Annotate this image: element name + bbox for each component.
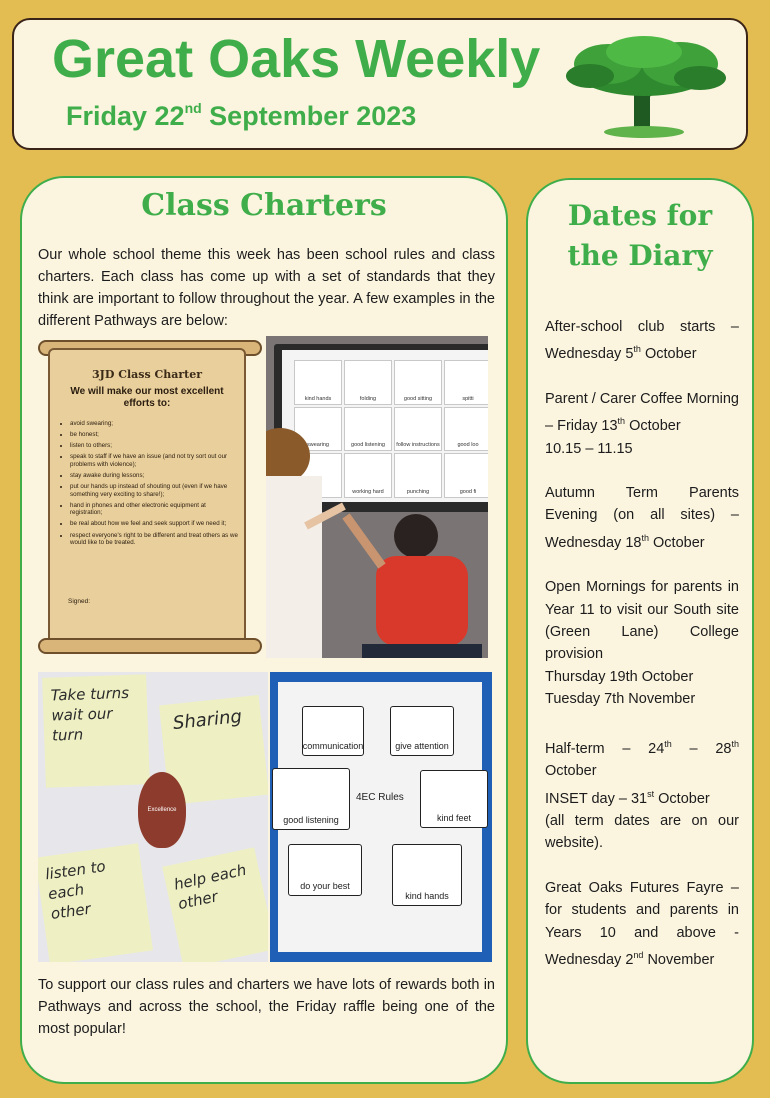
entry-ordinal: th <box>731 738 739 749</box>
newsletter-header <box>12 18 748 150</box>
symbol-card: kind hands <box>294 360 342 405</box>
entry-ordinal: th <box>664 738 672 749</box>
entry-text: October <box>648 534 705 551</box>
diary-entry <box>545 733 739 855</box>
charter-item: • be honest; <box>70 431 238 439</box>
entry-text: Great Oaks Futures Fayre – for students and parents in Years 10 and above - Wednesday 2 <box>545 879 739 968</box>
entry-ordinal: th <box>641 532 649 543</box>
entry-date: Thursday 19th October <box>545 668 694 685</box>
entry-date: Tuesday 7th November <box>545 691 696 708</box>
diary-entry <box>545 576 739 710</box>
diary-entry <box>545 388 739 460</box>
acorn-icon <box>138 772 186 848</box>
sticky-note: Take turns wait our turn <box>42 674 150 788</box>
date-prefix: Friday 22 <box>66 101 185 131</box>
symbol-card: folding <box>344 360 392 405</box>
interactive-screen-photo <box>266 336 488 658</box>
charter-scroll-photo <box>38 336 262 658</box>
entry-ordinal: th <box>617 416 626 427</box>
rule-card: good listening <box>272 768 350 830</box>
newsletter-date <box>66 100 416 132</box>
sticky-note: help each other <box>162 847 268 962</box>
symbol-card: good sitting <box>394 360 442 405</box>
diary-entry <box>545 877 739 972</box>
symbol-card: working hard <box>344 453 392 498</box>
charter-title: 3JD Class Charter <box>91 368 203 381</box>
entry-ordinal: th <box>633 344 641 355</box>
dates-diary-heading: Dates for the Diary <box>567 199 713 272</box>
sticky-note: Sharing <box>159 695 268 805</box>
entry-text: Open Mornings for parents in Year 11 to visit our South site (Green Lane) College provision <box>545 579 739 663</box>
charter-item: • listen to others; <box>70 442 238 450</box>
entry-text: October <box>625 418 681 435</box>
entry-text: After-school club starts – Wednesday 5 <box>545 319 739 363</box>
symbol-card: follow instructions <box>394 407 442 452</box>
entry-text: – 28 <box>671 740 732 757</box>
entry-text: October <box>654 790 710 807</box>
dates-diary-panel <box>526 178 754 1084</box>
newsletter-title: Great Oaks Weekly <box>52 29 541 89</box>
class-charters-heading: Class Charters <box>141 188 387 223</box>
rule-card: do your best <box>288 844 362 896</box>
class-charters-panel <box>20 176 508 1084</box>
symbol-card: good listening <box>344 407 392 452</box>
charter-item: • avoid swearing; <box>70 420 238 428</box>
charter-item: • respect everyone's right to be different and treat others as we would like to be treated. <box>70 532 238 547</box>
acorn-text: Excellence <box>147 807 177 813</box>
charter-item: • hand in phones and other electronic equipment at registration; <box>70 502 238 517</box>
entry-text: Half-term – 24 <box>545 740 665 757</box>
entry-text: October <box>545 763 597 780</box>
sticky-notes-photo <box>38 672 268 962</box>
charter-subtitle: We will make our most excellent efforts to: <box>70 386 224 409</box>
class-charters-intro: Our whole school theme this week has been school rules and class charters. Each class has come up with a set of standards that they think are important to follow throughout the year. A few examples in the different Pathways are below: <box>38 247 495 329</box>
oak-tree-icon <box>560 34 730 138</box>
symbol-card: good fi <box>444 453 488 498</box>
diary-entry <box>545 482 739 554</box>
entry-note: (all term dates are on our website). <box>545 812 739 852</box>
sticky-note: listen to each other <box>38 843 153 962</box>
entry-text: Autumn Term Parents Evening (on all sites) – Wednesday 18 <box>545 485 739 551</box>
symbol-card: swearing <box>294 407 342 452</box>
entry-text: October <box>640 346 697 363</box>
entry-ordinal: st <box>647 788 655 799</box>
date-ordinal: nd <box>184 100 202 116</box>
charter-signed: Signed: <box>68 598 91 605</box>
charter-item: • speak to staff if we have an issue (and not try sort out our problems with violence); <box>70 453 238 468</box>
rule-card: give attention <box>390 706 454 756</box>
date-suffix: September 2023 <box>201 101 417 131</box>
diary-entry <box>545 316 739 366</box>
charter-item: • stay awake during lessons; <box>70 472 238 480</box>
charter-scroll <box>48 348 246 644</box>
entry-text: INSET day – 31 <box>545 790 648 807</box>
symbol-card: punching <box>394 453 442 498</box>
rule-card: communication <box>302 706 364 756</box>
charter-item: • be real about how we feel and seek support if we need it; <box>70 520 238 528</box>
charter-list <box>58 420 238 550</box>
charter-item: • put our hands up instead of shouting out (even if we have something very exciting to share!); <box>70 483 238 498</box>
rule-card: kind feet <box>420 770 488 828</box>
scroll-bottom-roll <box>38 638 262 654</box>
rules-board-photo <box>270 672 492 962</box>
entry-text: November <box>643 951 715 968</box>
board-center-label: 4EC Rules <box>356 792 404 803</box>
entry-ordinal: nd <box>633 949 644 960</box>
symbol-card: spitti <box>444 360 488 405</box>
rule-card: kind hands <box>392 844 462 906</box>
symbol-card: good loo <box>444 407 488 452</box>
entry-time: 10.15 – 11.15 <box>545 440 633 457</box>
students-illustration <box>266 416 488 658</box>
entry-text: Parent / Carer Coffee Morning – Friday 13 <box>545 390 739 435</box>
dates-list <box>545 316 739 993</box>
class-charters-outro: To support our class rules and charters we have lots of rewards both in Pathways and across the school, the Friday raffle being one of the most popular! <box>38 977 495 1037</box>
